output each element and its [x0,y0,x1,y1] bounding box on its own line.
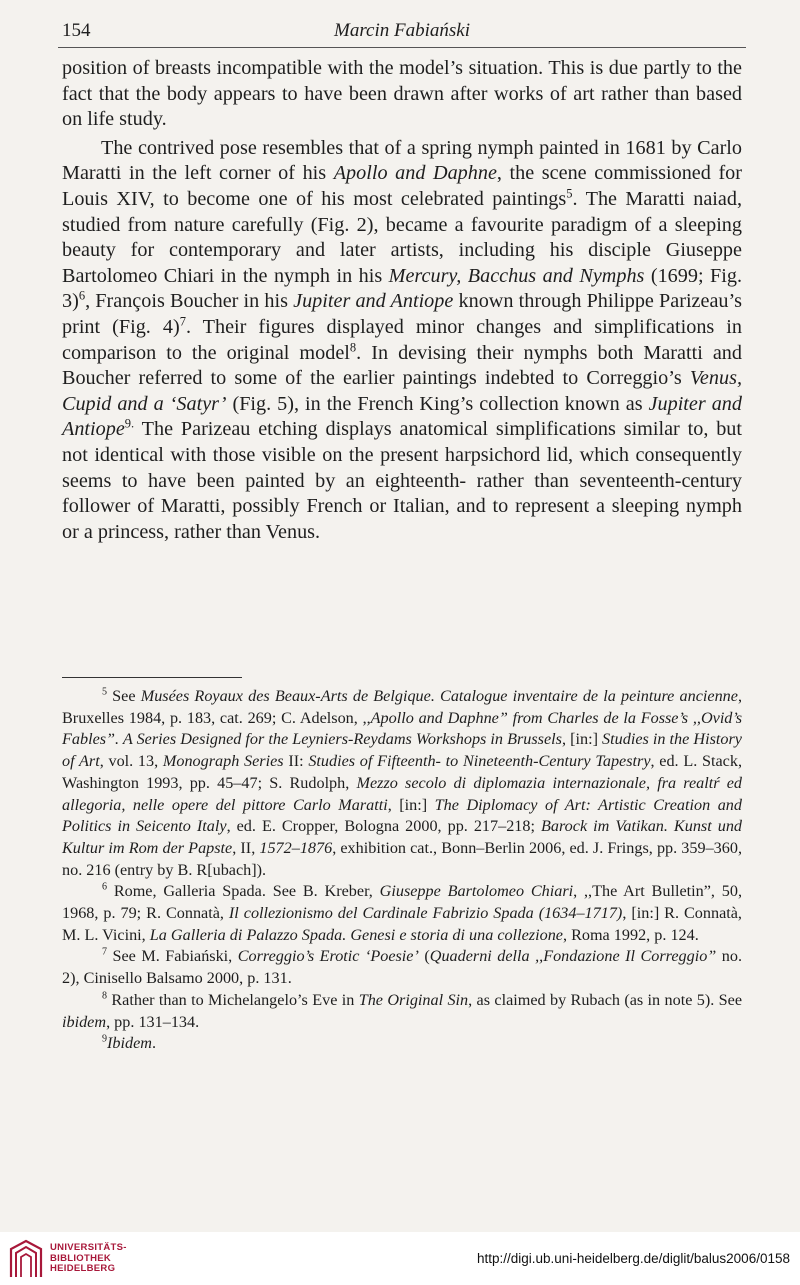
italic-title: Mezzo secolo di diplomazia internazionale, fra realtŕ ed allegoria, nelle opere del pittore Carlo Maratti [62,773,742,814]
footnote-7 [62,946,742,989]
italic-title: Studies of Fifteenth- to Nineteenth-Century Tapestry [308,752,651,771]
text-run: . [151,1034,157,1053]
paragraph-1: position of breasts incompatible with the model’s situation. This is due partly to the fact that the body appears to have been drawn after works of art rather than based on life study. [62,57,742,131]
text-run: no. 2), Cinisello Balsamo 2000, p. 131. [62,947,743,988]
text-run: , ,,The Art Bulletin”, 50, 1968, p. 79; R. Connatà, [62,882,742,923]
text-run: , pp. 131–134. [106,1012,200,1031]
library-logo[interactable] [8,1237,158,1281]
running-head: Marcin Fabiański [334,20,470,41]
italic-title: Jupiter and Antiope [293,290,454,313]
italic-title: Quaderni della ,,Fondazione Il Correggio” [429,947,717,966]
text-run: See M. Fabiański, [107,947,238,966]
italic-title: Apollo and Daphne [333,162,497,185]
text-run: The Parizeau etching displays anatomical simplifications similar to, but not identical with those visible on the present harpsichord lid, which consequently seems to have been painted by an eighteenth- rather than seventeenth-century follower of Maratti, possibly French or Italian, and to represent a sleeping nymph or a princess, rather than Venus. [62,418,742,543]
page-header [62,20,742,46]
text-run: , vol. 13, [99,752,163,771]
footnote-number: 6 [102,881,108,893]
viewer-footer [0,1232,800,1285]
italic-title: 1572–1876 [259,838,333,857]
italic-title: Ibidem [107,1034,152,1053]
text-run: , [in:] R. Connatà, M. L. Vicini, [62,904,742,944]
italic-title: Musées Royaux des Beaux-Arts de Belgique. Catalogue inventaire de la peinture ancienne [140,687,738,705]
italic-title: Il collezionismo del Cardinale Fabrizio Spada (1634–1717) [228,904,623,923]
footnote-number: 8 [102,990,108,1002]
body-text [62,56,742,545]
text-run: , [in:] [561,730,603,749]
footnote-ref: 5 [566,186,573,201]
footnotes [62,686,742,1055]
text-run: ( [418,947,430,966]
page-number: 154 [62,20,91,41]
text-run: , Bruxelles 1984, p. 183, cat. 269; C. Adelson, ,, [62,687,742,727]
footnote-5 [62,686,742,881]
italic-title: Apollo and Daphne” from Charles de la Fosse’s ,,Ovid’s Fables”. A Series Designed for the Leyniers-Reydams Workshops in Brussels [62,708,743,749]
text-run: See [107,687,141,705]
text-run: , ed. L. Stack, Washington 1993, pp. 45–47; S. Rudolph, [62,752,742,792]
text-run: . The Maratti naiad, studied from nature carefully (Fig. 2), became a favourite paradigm of a sleeping beauty for contemporary and later artists, including his disciple Giuseppe Bartolomeo Chiari in the nymph in his [62,187,743,287]
italic-title: Giuseppe Bartolomeo Chiari [379,882,574,901]
footnote-number: 7 [102,947,108,959]
text-run: . Their figures displayed minor changes and simplifications in comparison to the original model [62,315,742,364]
footnote-ref: 7 [179,314,186,329]
text-run: (Fig. 5), in the French King’s collection known as [226,392,649,415]
text-run: , exhibition cat., Bonn–Berlin 2006, ed. J. Frings, pp. 359–360, no. 216 (entry by B. R[ubach]). [62,838,742,879]
header-rule [58,47,746,48]
text-run: , ed. E. Cropper, Bologna 2000, pp. 217–218; [226,817,541,836]
italic-title: La Galleria di Palazzo Spada. Genesi e storia di una collezione [149,925,563,944]
italic-title: Venus, Cupid and a ‘Satyr’ [62,367,742,415]
text-run: II: [283,752,309,771]
footnote-9 [62,1033,742,1055]
italic-title: Correggio’s Erotic ‘Poesie’ [237,947,419,966]
italic-title: The Original Sin [358,990,469,1009]
footnote-ref: 9. [124,416,135,431]
text-run: The contrived pose resembles that of a spring nymph painted in 1681 by Carlo Maratti in the left corner of his [62,136,742,185]
footnote-rule [62,677,242,678]
logo-line: BIBLIOTHEK [50,1252,112,1264]
library-logo-text [50,1243,127,1275]
text-run: (1699; Fig. 3) [62,264,742,313]
logo-line: UNIVERSITÄTS- [50,1242,127,1253]
text-run: Rome, Galleria Spada. See B. Kreber, [107,882,380,901]
footnote-ref: 6 [78,288,86,303]
text-run: , as claimed by Rubach (as in note 5). See [468,990,742,1009]
text-run: . In devising their nymphs both Maratti and Boucher referred to some of the earlier paintings indebted to Correggio’s [62,341,742,390]
italic-title: Monograph Series [162,752,284,771]
italic-title: The Diplomacy of Art: Artistic Creation and Politics in Seicento Italy [62,795,742,836]
text-run: , the scene commissioned for Louis XIV, to become one of his most celebrated paintings [62,162,742,210]
footnote-number: 9 [102,1033,108,1045]
text-run: Rather than to Michelangelo’s Eve in [107,990,359,1009]
paragraph-2 [62,136,742,546]
italic-title: Jupiter and Antiope [62,392,742,441]
footnote-8 [62,990,742,1033]
heidelberg-library-logo-icon [8,1239,44,1279]
text-run: , Roma 1992, p. 124. [562,925,699,944]
italic-title: Mercury, Bacchus and Nymphs [388,264,645,287]
italic-title: Barock im Vatikan. Kunst und Kultur im Rom der Papste [62,817,743,857]
text-run: , [in:] [387,795,435,814]
footnote-number: 5 [102,686,108,698]
footnote-6 [62,881,742,946]
italic-title: ibidem [62,1012,107,1031]
permalink-url[interactable]: http://digi.ub.uni-heidelberg.de/diglit/balus2006/0158 [477,1251,790,1266]
italic-title: Studies in the History of Art [62,730,742,771]
logo-line: HEIDELBERG [50,1263,116,1274]
text-run: known through Philippe Parizeau’s print (Fig. 4) [62,290,742,338]
footnote-ref: 8 [349,339,357,354]
text-run: , François Boucher in his [85,290,294,313]
text-run: , II, [232,838,260,857]
